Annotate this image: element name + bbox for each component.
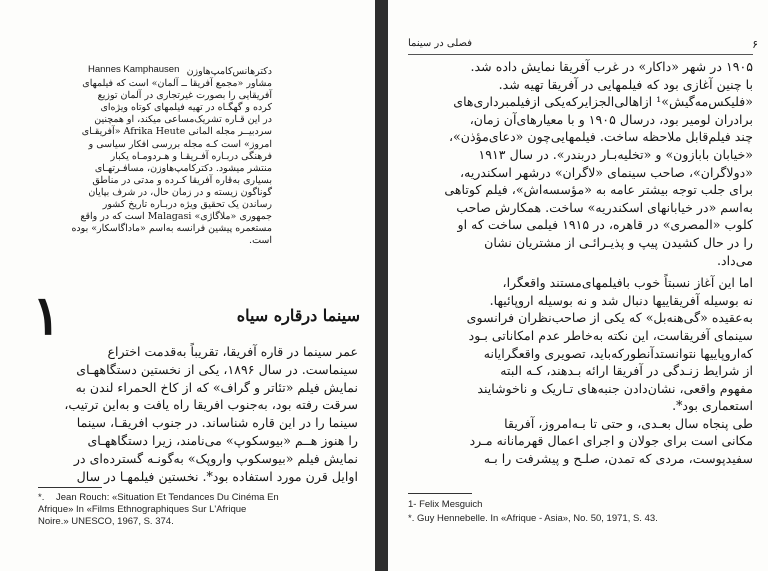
text-line: برای جلب توجه بیشتر عامه به «مؤسسه‌اش»، فیلم کوتاهی [444,182,753,198]
bio-line: سردبیــر مجله المانی Afrika Heute «آفریقـای [81,126,272,138]
footnote-line: Jean Rouch: «Situation Et Tendances Du Cinéma En [56,492,279,503]
text-line: مفهوم واقعی، نشان‌دادن جنبه‌های تـاریک و ناخوشایند [477,380,753,396]
text-line: ۱۹۰۵ در شهر «داکار» در غرب آفریقا نمایش داده شد. [470,59,753,74]
text-line: را هنوز هــم «بیوسکوپ» می‌نامند، زیرا دستگاههـای [87,432,358,448]
bio-line: کرده و گهگـاه در تهیه فیلمهای کوتاه ویژه‌ای [100,102,272,114]
text-line: چند فیلم‌قابل ملاحظه ساخت. فیلمهایی‌چون «دعای‌مؤذن»، [448,129,753,145]
author-name-latin: Hannes Kamphausen [88,64,180,75]
text-line: «فلیکس‌مه‌گیش»¹ ازاهالی‌الجزایرکه‌یکی ازفیلمبرداری‌های [453,94,753,110]
footnote-divider [408,493,472,494]
running-head: فصلی در سینما [408,38,472,49]
text-line: «خیابان بابازون» و «تخلیه‌بـار دربندر». در سال ۱۹۱۳ [478,146,753,162]
bio-line: منتشر میشود. دکترکامپ‌هاوزن، مسافـرتهـای [94,162,272,174]
footnote-marker: *. [38,492,45,503]
text-line: به‌عقیده «گی‌هنه‌بل» که یکی از صاحب‌نظران فرانسوی [466,310,753,326]
footnote-hennebelle: *. Guy Hennebelle. In «Afrique - Asia», No. 50, 1971, S. 43. [408,513,658,524]
bio-line: مشاور «مجمع آفریقا ــ آلمان» است که فیلمهای [82,78,272,90]
text-line: از شرایط زنـدگی در آفریقا ارائه بـدهند، کـه البته [500,363,753,379]
header-rule [408,54,753,55]
chapter-intro-text [40,343,358,485]
text-line: سینما را در این قاره شناساند. در جنوب افریقـا، سینما [76,415,358,431]
text-line: «دولاگران»، صاحب سینمای «لاگران» درشهر اسکندریه، [460,164,753,180]
text-line: مکانی است برای جولان و اجرای اعمال قهرمانانه مـرد [469,433,753,449]
author-bio [71,66,272,247]
text-line: که‌اروپاییها نتوانستدآنطورکه‌باید، تصویری واقعگرایانه [483,345,753,361]
bio-line: گوناگون زیسته و در زمان حال، در شرف بپایان [88,186,272,198]
text-line: را در حال کشیدن پیپ و پذیـرائـی از مشتریان نشان [484,234,753,250]
text-line: عمر سینما در قاره آفریقا، تقریباً به‌قدمت اختراع [107,344,358,359]
text-line: کلوب «المصری» در قاهره، در ۱۹۱۵ فیلمی ساخت که او [457,217,753,233]
footnote-line: Noire.» UNESCO, 1967, S. 374. [38,516,174,528]
bio-line: امروز» است کـه مجله بررسی افکار سیاسی و [88,138,272,150]
text-line: نه بوسیله آفریقاییها دنبال شد و نه بوسیله اروپائیها. [489,292,753,308]
footnote-divider [38,487,102,488]
page-number: ۶ [752,38,758,51]
text-line: برادران لومیر بود، درسال ۱۹۰۵ و با معیارهای‌آن زمان، [469,111,753,127]
text-line: اوایل قرن مورد استفاده بود*. نخستین فیلمهـا در سال [76,468,358,484]
bio-line: جمهوری «ملاگاژی» Malagasi است که در واقع [80,211,272,223]
text-line: به‌اسم «در خیابانهای اسکندریه» ساخت. همکارش صاحب [456,199,753,215]
bio-line: فرهنگی دربـاره آفـریقـا و هـردومـاه یکبار [110,150,272,162]
right-page [388,0,768,571]
text-line: سفیدپوست، مردی که تمدن، صلـح و پیشرفت را بـه [483,451,753,467]
left-page [0,0,375,571]
text-line: می‌داد. [717,252,753,268]
bio-line: آفریقایی را بصورت غیرتجاری در آلمان توزیع [97,90,272,102]
body-text [408,58,753,468]
chapter-number: ۱ [32,283,62,347]
footnote-rouch [38,492,360,529]
bio-line: در این قـاره تشریک‌مساعی میکند، او همچنین [94,114,272,126]
bio-line: دکترهانس‌کامپ‌هاوزن [186,66,272,77]
footnote-mesguich: 1- Felix Mesguich [408,499,483,510]
bio-line: بسیاری به‌قاره آفریقا کـرده و مدتی در مناطق [92,174,272,186]
text-line: با چنین آغازی بود که فیلمهایی در آفریقا تهیه شد. [498,76,753,92]
bio-line: مستعمره پیشین فرانسه به‌اسم «ماداگاسکار» بوده [71,223,272,235]
footnote-line: Afrique» In «Films Ethnographiques Sur L'Afrique [38,504,247,516]
book-spine-gutter [375,0,388,571]
text-line: سینمای آفریقاست، این نکته به‌خاطر عدم امکاناتی بـود [468,327,753,343]
bio-line: رساندن یک تحقیق ویژه دربـاره تاریخ کشور [102,199,272,211]
text-line: سرقت رفته بود، به‌جنوب افریقا راه یافت و به‌این ترتیب، [64,397,358,413]
footnotes [408,498,758,526]
chapter-title: سینما درقاره سیاه [236,306,360,325]
bio-line: است. [249,235,272,247]
text-line: نمایش فیلم «تئاتر و گراف» که از کاخ الحمراء لندن به [75,379,358,395]
text-line: اما این آغاز نسبتاً خوب بافیلمهای‌مستند واقعگرا، [502,275,753,291]
text-line: طی پنجاه سال بعـدی، و حتی تا بـه‌امروز، آفریقا [504,415,753,431]
text-line: نمایش فیلم «بیوسکوپ واروپک» به‌گونـه گسترده‌ای در [73,450,358,466]
text-line: استعماری بود*. [672,398,753,414]
text-line: سینماست. در سال ۱۸۹۶، یکی از نخستین دستگاههـای [76,361,358,377]
